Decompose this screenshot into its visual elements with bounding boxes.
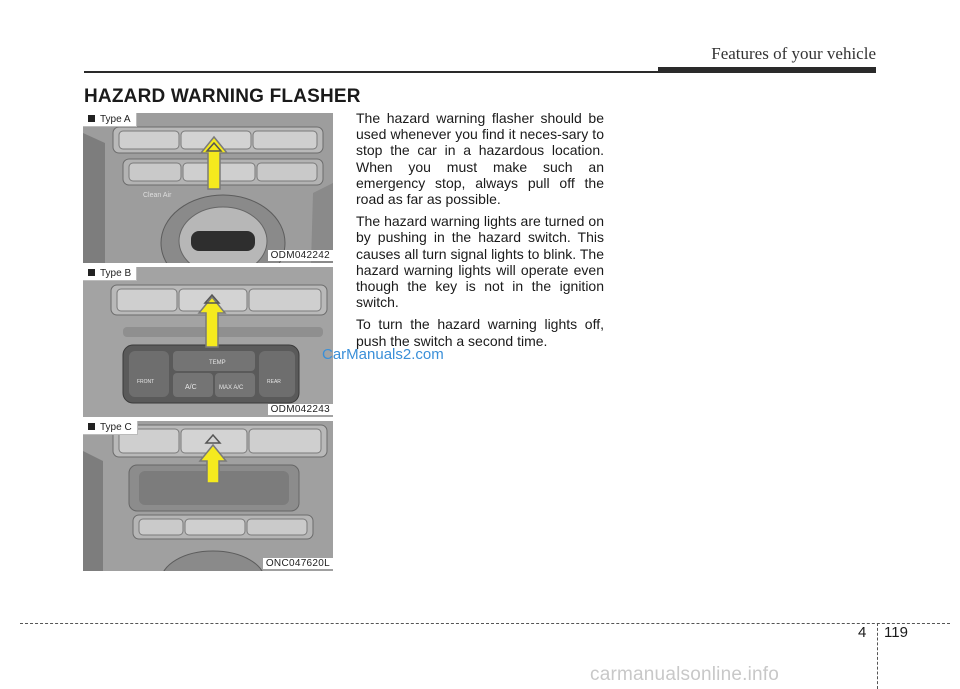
hazard-switch-panel-a (83, 113, 333, 263)
max-ac-label: MAX A/C (219, 385, 244, 391)
header-rule-accent (658, 67, 876, 73)
hazard-switch-panel-c (83, 421, 333, 571)
figure-type-c (83, 421, 333, 571)
hazard-switch-panel-b (83, 267, 333, 417)
figure-type-label (83, 267, 137, 281)
ac-label: A/C (185, 384, 197, 391)
site-watermark: carmanualsonline.info (590, 664, 780, 685)
footer-rule (20, 623, 950, 624)
paragraph-2: The hazard warning lights are turned on by pushing in the hazard switch. This causes all turn signal lights to blink. The hazard warning lights will operate even though the key is not in the ignition switch. (356, 213, 604, 311)
page-header-title: Features of your vehicle (711, 44, 876, 63)
body-text (356, 110, 604, 355)
type-label-text: Type C (100, 422, 132, 433)
footer-divider (877, 623, 878, 689)
figure-type-label (83, 421, 138, 435)
figure-code: ONC047620L (263, 558, 333, 569)
bullet-square-icon (88, 115, 95, 122)
figure-type-b (83, 267, 333, 417)
rear-label: REAR (267, 379, 281, 385)
temp-label: TEMP (209, 360, 226, 366)
type-label-text: Type A (100, 114, 131, 125)
section-title: HAZARD WARNING FLASHER (84, 86, 361, 107)
front-label: FRONT (137, 379, 155, 385)
paragraph-3: To turn the hazard warning lights off, push the switch a second time. (356, 316, 604, 349)
bullet-square-icon (88, 423, 95, 430)
watermark: CarManuals2.com (322, 346, 444, 363)
clean-air-label: Clean Air (143, 192, 172, 199)
chapter-number: 4 (858, 624, 867, 641)
header-rule (84, 71, 684, 73)
figure-code: ODM042243 (268, 404, 333, 415)
paragraph-1: The hazard warning flasher should be used whenever you find it neces-sary to stop the car in a hazardous location. When you must make such an emergency stop, always pull off the road as far as possible. (356, 110, 604, 208)
figure-type-label (83, 113, 137, 127)
figure-type-a (83, 113, 333, 263)
type-label-text: Type B (100, 268, 132, 279)
page-number: 119 (884, 624, 908, 641)
figure-code: ODM042242 (268, 250, 333, 261)
bullet-square-icon (88, 269, 95, 276)
